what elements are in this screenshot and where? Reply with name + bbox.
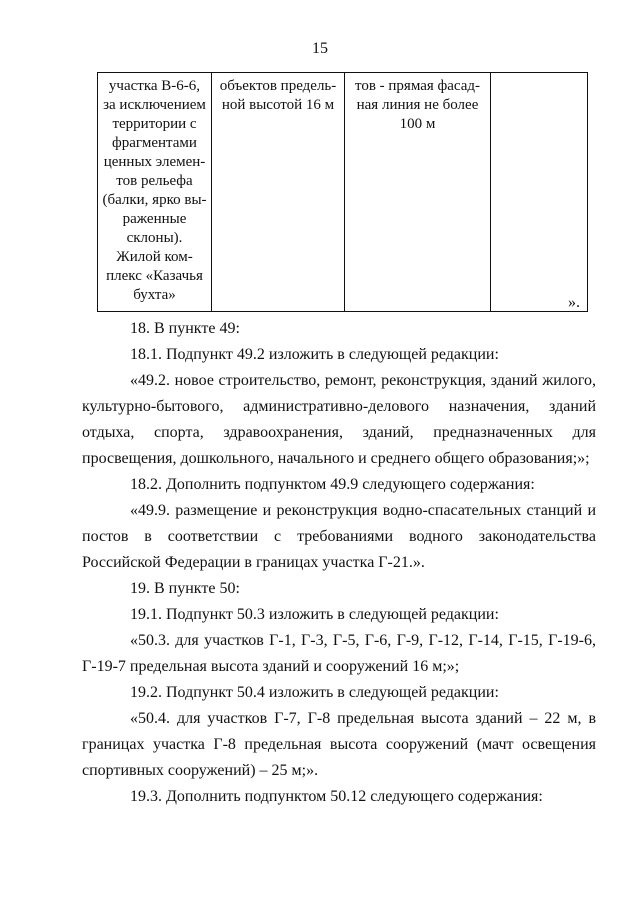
closing-quote: ». — [568, 294, 580, 311]
document-body — [82, 316, 596, 810]
cell-line: территории с — [112, 116, 197, 132]
cell-line: тов рельефа — [116, 173, 193, 189]
cell-line: объектов предель- — [219, 78, 337, 94]
table-cell-facade — [345, 73, 491, 312]
cell-line: 100 м — [399, 116, 436, 132]
paragraph: 18.2. Дополнить подпунктом 49.9 следующего содержания: — [130, 476, 535, 493]
cell-line: за исключением — [103, 97, 206, 113]
paragraph: 19.2. Подпункт 50.4 изложить в следующей редакции: — [130, 684, 499, 701]
cell-line: ценных элемен- — [103, 154, 206, 170]
paragraph: 18.1. Подпункт 49.2 изложить в следующей редакции: — [130, 346, 499, 363]
cell-line: участка В-6-6, — [108, 78, 201, 94]
cell-line: фрагментами — [112, 135, 197, 151]
paragraph: 18. В пункте 49: — [130, 320, 240, 337]
paragraph: «50.4. для участков Г-7, Г-8 предельная высота зданий – 22 м, в границах участка Г-8 предельная высота сооружений (мачт освещения спортивных сооружений) – 25 м;». — [82, 710, 596, 779]
paragraph: 19. В пункте 50: — [130, 580, 240, 597]
cell-line: склоны). — [126, 230, 183, 246]
paragraph: 19.1. Подпункт 50.3 изложить в следующей редакции: — [130, 606, 499, 623]
page-number: 15 — [312, 40, 328, 57]
paragraph: «49.9. размещение и реконструкция водно-спасательных станций и постов в соответствии с требованиями водного законодательства Российской Федерации в границах участка Г-21.». — [82, 502, 596, 571]
cell-line: Жилой ком- — [116, 249, 193, 265]
cell-line: плекс «Казачья — [106, 268, 203, 284]
cell-line: тов - прямая фасад- — [354, 78, 481, 94]
paragraph: 19.3. Дополнить подпунктом 50.12 следующего содержания: — [130, 788, 543, 805]
cell-line: ной высотой 16 м — [221, 97, 335, 113]
paragraph: «49.2. новое строительство, ремонт, реконструкция, зданий жилого, культурно-бытового, административно-делового назначения, зданий отдыха, спорта, здравоохранения, зданий, предназначенных для просвещения, дошкольного, начального и среднего общего образования;»; — [82, 372, 596, 467]
cell-line: (балки, ярко вы- — [102, 192, 207, 208]
continuation-table — [97, 72, 588, 312]
cell-line: ная линия не более — [356, 97, 479, 113]
paragraph: «50.3. для участков Г-1, Г-3, Г-5, Г-6, Г-9, Г-12, Г-14, Г-15, Г-19-6, Г-19-7 предельная высота зданий и сооружений 16 м;»; — [82, 632, 596, 675]
table-cell-territory — [98, 73, 212, 312]
table-cell-objects — [212, 73, 345, 312]
cell-line: бухта» — [133, 287, 176, 303]
cell-line: раженные — [122, 211, 187, 227]
table-cell-empty — [491, 73, 588, 312]
table-row — [98, 73, 588, 312]
